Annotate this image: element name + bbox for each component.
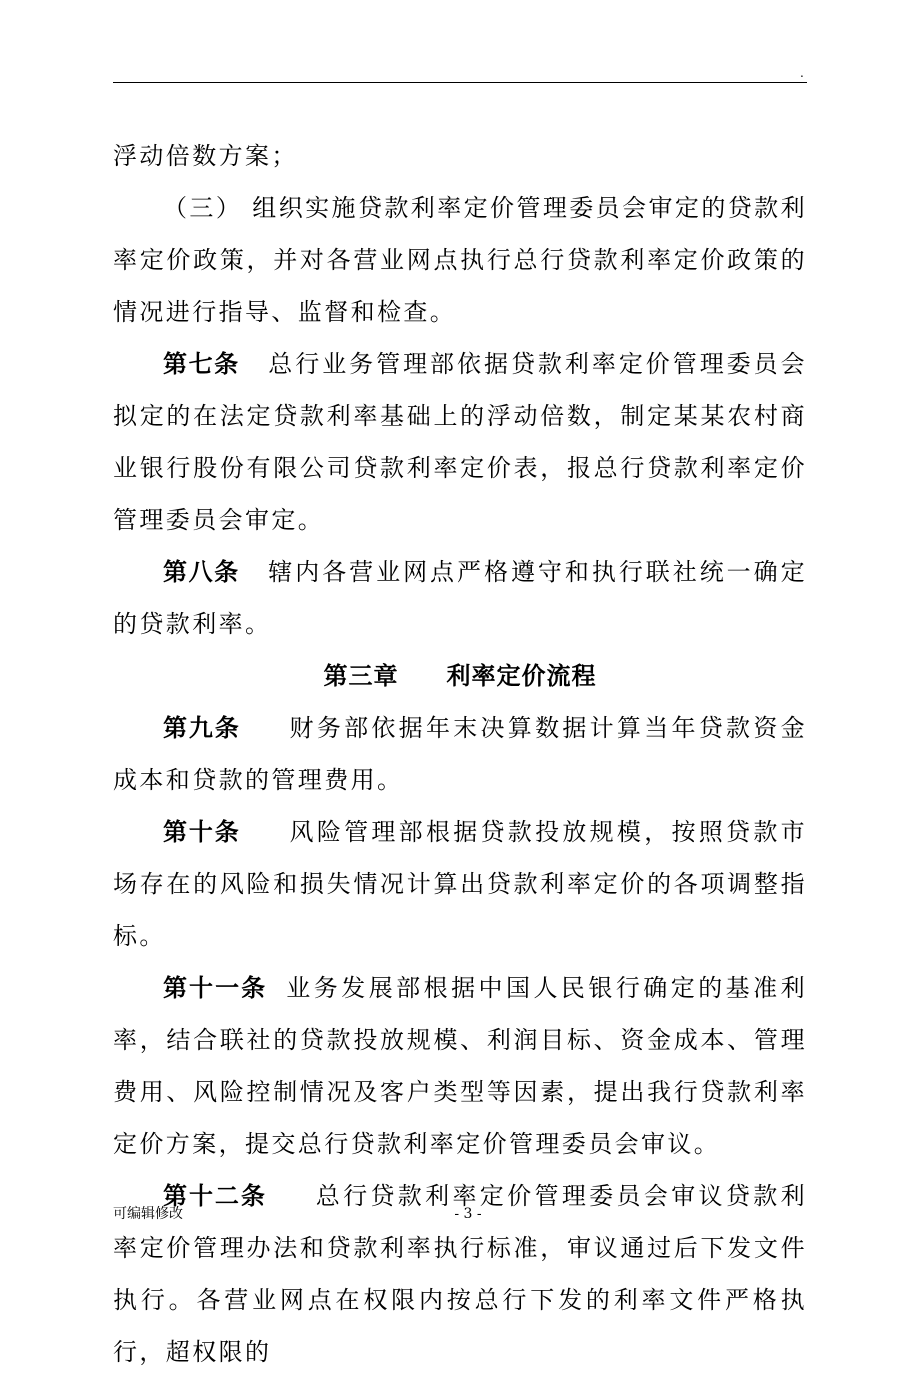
paragraph-text: （三） 组织实施贷款利率定价管理委员会审定的贷款利率定价政策，并对各营业网点执行总行贷款利率定价政策的情况进行指导、监督和检查。 xyxy=(113,194,807,326)
paragraph-item-3 xyxy=(113,182,807,338)
article-10 xyxy=(113,806,807,962)
article-text: 总行贷款利率定价管理委员会审议贷款利率定价管理办法和贷款利率执行标准，审议通过后下发文件执行。各营业网点在权限内按总行下发的利率文件严格执行，超权限的 xyxy=(113,1182,807,1366)
chapter-number: 第三章 xyxy=(323,661,399,690)
article-7 xyxy=(113,338,807,546)
header-rule xyxy=(113,82,807,83)
article-number: 第十条 xyxy=(163,817,241,846)
header-mark: . xyxy=(800,66,804,80)
article-12 xyxy=(113,1170,807,1378)
article-number: 第八条 xyxy=(163,557,240,586)
article-text: 业务发展部根据中国人民银行确定的基准利率，结合联社的贷款投放规模、利润目标、资金成本、管理费用、风险控制情况及客户类型等因素，提出我行贷款利率定价方案，提交总行贷款利率定价管理委员会审议。 xyxy=(113,974,807,1158)
article-number: 第十一条 xyxy=(163,973,268,1002)
footer-note: 可编辑修改 xyxy=(113,1206,183,1222)
article-9 xyxy=(113,702,807,806)
article-text: 辖内各营业网点严格遵守和执行联社统一确定的贷款利率。 xyxy=(113,558,808,638)
article-number: 第九条 xyxy=(163,713,241,742)
paragraph-text: 浮动倍数方案； xyxy=(113,142,298,170)
paragraph-continued xyxy=(113,130,807,182)
page-number: - 3 - xyxy=(454,1206,482,1222)
article-text: 总行业务管理部依据贷款利率定价管理委员会拟定的在法定贷款利率基础上的浮动倍数，制定某某农村商业银行股份有限公司贷款利率定价表，报总行贷款利率定价管理委员会审定。 xyxy=(113,350,808,534)
article-number: 第十二条 xyxy=(163,1181,267,1210)
article-text: 财务部依据年末决算数据计算当年贷款资金成本和贷款的管理费用。 xyxy=(113,714,808,794)
document-body xyxy=(113,130,807,1378)
chapter-heading xyxy=(113,650,807,702)
chapter-title: 利率定价流程 xyxy=(446,661,597,690)
article-number: 第七条 xyxy=(163,349,240,378)
article-8 xyxy=(113,546,807,650)
article-text: 风险管理部根据贷款投放规模，按照贷款市场存在的风险和损失情况计算出贷款利率定价的各项调整指标。 xyxy=(113,818,808,950)
article-11 xyxy=(113,962,807,1170)
